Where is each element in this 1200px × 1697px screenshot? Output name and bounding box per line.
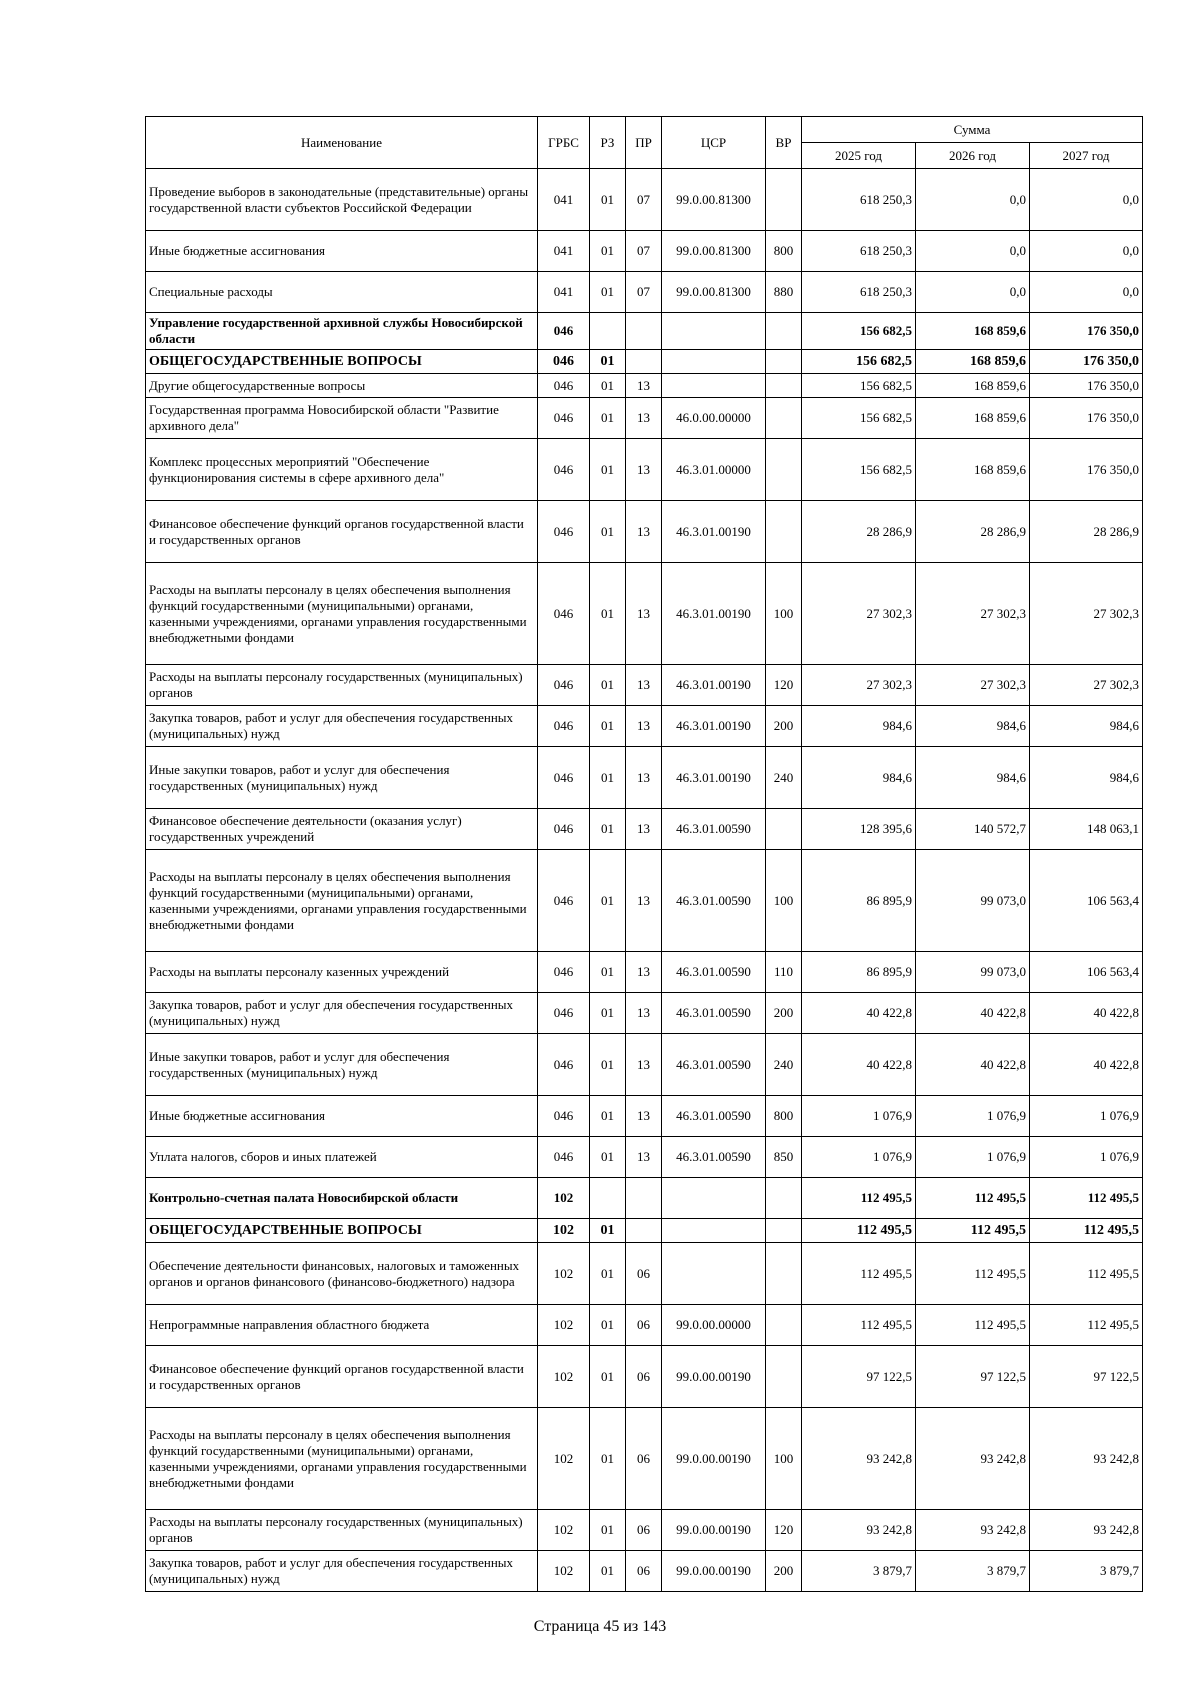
row-2026-cell: 28 286,9 [916, 501, 1030, 563]
row-csr-cell: 46.3.01.00590 [662, 1034, 766, 1096]
row-pr-cell: 06 [626, 1305, 662, 1346]
header-year-2025: 2025 год [802, 143, 916, 169]
header-csr: ЦСР [662, 117, 766, 169]
row-name-cell: Другие общегосударственные вопросы [146, 374, 538, 398]
row-2025-cell: 40 422,8 [802, 993, 916, 1034]
row-rz-cell: 01 [590, 706, 626, 747]
row-name-cell: Иные бюджетные ассигнования [146, 1096, 538, 1137]
table-row [146, 1034, 1143, 1096]
row-csr-cell [662, 1219, 766, 1243]
row-csr-cell [662, 1178, 766, 1219]
row-grbs-cell: 041 [538, 272, 590, 313]
row-2025-cell: 3 879,7 [802, 1551, 916, 1592]
row-pr-cell: 13 [626, 809, 662, 850]
row-rz-cell: 01 [590, 374, 626, 398]
row-name-cell: Расходы на выплаты персоналу в целях обеспечения выполнения функций государственными (муниципальными) органами, казенными учреждениями, органами управления государственными внебюджетными фондами [146, 563, 538, 665]
row-2026-cell: 27 302,3 [916, 665, 1030, 706]
row-grbs-cell: 046 [538, 439, 590, 501]
row-vr-cell [766, 1305, 802, 1346]
row-grbs-cell: 046 [538, 952, 590, 993]
row-grbs-cell: 046 [538, 747, 590, 809]
row-vr-cell: 120 [766, 1510, 802, 1551]
row-pr-cell: 13 [626, 850, 662, 952]
row-2027-cell: 176 350,0 [1030, 350, 1143, 374]
row-2025-cell: 93 242,8 [802, 1408, 916, 1510]
row-vr-cell [766, 169, 802, 231]
row-2026-cell: 40 422,8 [916, 993, 1030, 1034]
table-row [146, 1096, 1143, 1137]
row-2026-cell: 1 076,9 [916, 1137, 1030, 1178]
row-name-cell: Закупка товаров, работ и услуг для обеспечения государственных (муниципальных) нужд [146, 1551, 538, 1592]
row-vr-cell [766, 374, 802, 398]
row-grbs-cell: 046 [538, 1096, 590, 1137]
table-row [146, 350, 1143, 374]
row-grbs-cell: 046 [538, 563, 590, 665]
row-rz-cell: 01 [590, 169, 626, 231]
row-grbs-cell: 102 [538, 1243, 590, 1305]
header-pr: ПР [626, 117, 662, 169]
row-2026-cell: 112 495,5 [916, 1178, 1030, 1219]
row-2026-cell: 168 859,6 [916, 374, 1030, 398]
row-2027-cell: 176 350,0 [1030, 313, 1143, 350]
row-2026-cell: 99 073,0 [916, 850, 1030, 952]
row-vr-cell [766, 350, 802, 374]
row-rz-cell: 01 [590, 1243, 626, 1305]
row-vr-cell [766, 809, 802, 850]
row-2026-cell: 0,0 [916, 231, 1030, 272]
row-csr-cell [662, 350, 766, 374]
row-2026-cell: 93 242,8 [916, 1510, 1030, 1551]
row-2026-cell: 27 302,3 [916, 563, 1030, 665]
row-vr-cell [766, 439, 802, 501]
row-2026-cell: 93 242,8 [916, 1408, 1030, 1510]
row-csr-cell: 46.3.01.00590 [662, 1137, 766, 1178]
table-row [146, 809, 1143, 850]
row-2025-cell: 97 122,5 [802, 1346, 916, 1408]
row-2027-cell: 112 495,5 [1030, 1178, 1143, 1219]
row-2027-cell: 112 495,5 [1030, 1219, 1143, 1243]
row-grbs-cell: 102 [538, 1178, 590, 1219]
row-name-cell: Уплата налогов, сборов и иных платежей [146, 1137, 538, 1178]
row-2026-cell: 40 422,8 [916, 1034, 1030, 1096]
table-row [146, 1510, 1143, 1551]
row-pr-cell: 13 [626, 993, 662, 1034]
table-row [146, 1408, 1143, 1510]
row-vr-cell: 110 [766, 952, 802, 993]
row-2026-cell: 168 859,6 [916, 350, 1030, 374]
row-2027-cell: 106 563,4 [1030, 952, 1143, 993]
table-header [146, 117, 1143, 169]
table-row [146, 563, 1143, 665]
row-2027-cell: 176 350,0 [1030, 398, 1143, 439]
row-csr-cell: 46.3.01.00000 [662, 439, 766, 501]
row-rz-cell: 01 [590, 439, 626, 501]
row-pr-cell: 13 [626, 1034, 662, 1096]
row-2026-cell: 0,0 [916, 272, 1030, 313]
row-2027-cell: 93 242,8 [1030, 1408, 1143, 1510]
row-2026-cell: 112 495,5 [916, 1305, 1030, 1346]
row-pr-cell: 13 [626, 563, 662, 665]
budget-table [145, 116, 1143, 1592]
row-rz-cell [590, 1178, 626, 1219]
row-grbs-cell: 046 [538, 809, 590, 850]
row-pr-cell: 13 [626, 1137, 662, 1178]
row-rz-cell: 01 [590, 1510, 626, 1551]
row-name-cell: Иные закупки товаров, работ и услуг для обеспечения государственных (муниципальных) нужд [146, 1034, 538, 1096]
row-pr-cell: 07 [626, 231, 662, 272]
row-grbs-cell: 046 [538, 1137, 590, 1178]
header-name: Наименование [146, 117, 538, 169]
row-name-cell: Непрограммные направления областного бюджета [146, 1305, 538, 1346]
row-name-cell: Обеспечение деятельности финансовых, налоговых и таможенных органов и органов финансового (финансово-бюджетного) надзора [146, 1243, 538, 1305]
row-2027-cell: 3 879,7 [1030, 1551, 1143, 1592]
row-csr-cell: 46.3.01.00190 [662, 747, 766, 809]
row-name-cell: Государственная программа Новосибирской области "Развитие архивного дела" [146, 398, 538, 439]
row-2025-cell: 86 895,9 [802, 850, 916, 952]
row-pr-cell: 07 [626, 169, 662, 231]
row-rz-cell: 01 [590, 501, 626, 563]
row-grbs-cell: 046 [538, 350, 590, 374]
row-rz-cell: 01 [590, 398, 626, 439]
row-vr-cell [766, 501, 802, 563]
row-2025-cell: 27 302,3 [802, 563, 916, 665]
row-2025-cell: 156 682,5 [802, 313, 916, 350]
row-grbs-cell: 102 [538, 1305, 590, 1346]
row-2025-cell: 1 076,9 [802, 1137, 916, 1178]
table-row [146, 231, 1143, 272]
row-rz-cell: 01 [590, 952, 626, 993]
row-grbs-cell: 046 [538, 374, 590, 398]
row-name-cell: Закупка товаров, работ и услуг для обеспечения государственных (муниципальных) нужд [146, 993, 538, 1034]
table-row [146, 1243, 1143, 1305]
table-row [146, 398, 1143, 439]
row-rz-cell: 01 [590, 231, 626, 272]
row-2027-cell: 27 302,3 [1030, 563, 1143, 665]
row-2027-cell: 93 242,8 [1030, 1510, 1143, 1551]
row-rz-cell: 01 [590, 1408, 626, 1510]
row-pr-cell: 06 [626, 1346, 662, 1408]
row-rz-cell: 01 [590, 809, 626, 850]
row-csr-cell: 46.3.01.00590 [662, 809, 766, 850]
row-name-cell: Иные закупки товаров, работ и услуг для обеспечения государственных (муниципальных) нужд [146, 747, 538, 809]
row-2025-cell: 156 682,5 [802, 439, 916, 501]
row-2025-cell: 28 286,9 [802, 501, 916, 563]
row-name-cell: Финансовое обеспечение функций органов государственной власти и государственных органов [146, 1346, 538, 1408]
table-row [146, 706, 1143, 747]
row-rz-cell: 01 [590, 1096, 626, 1137]
row-name-cell: Расходы на выплаты персоналу в целях обеспечения выполнения функций государственными (муниципальными) органами, казенными учреждениями, органами управления государственными внебюджетными фондами [146, 1408, 538, 1510]
row-2027-cell: 984,6 [1030, 706, 1143, 747]
header-year-2026: 2026 год [916, 143, 1030, 169]
row-2025-cell: 618 250,3 [802, 231, 916, 272]
row-vr-cell [766, 1178, 802, 1219]
table-row [146, 501, 1143, 563]
row-2025-cell: 86 895,9 [802, 952, 916, 993]
row-2026-cell: 168 859,6 [916, 439, 1030, 501]
row-2027-cell: 148 063,1 [1030, 809, 1143, 850]
row-2026-cell: 168 859,6 [916, 313, 1030, 350]
row-name-cell: ОБЩЕГОСУДАРСТВЕННЫЕ ВОПРОСЫ [146, 1219, 538, 1243]
row-2027-cell: 1 076,9 [1030, 1096, 1143, 1137]
row-name-cell: Закупка товаров, работ и услуг для обеспечения государственных (муниципальных) нужд [146, 706, 538, 747]
row-2026-cell: 97 122,5 [916, 1346, 1030, 1408]
row-pr-cell: 13 [626, 665, 662, 706]
table-row [146, 952, 1143, 993]
row-2027-cell: 176 350,0 [1030, 374, 1143, 398]
row-rz-cell: 01 [590, 350, 626, 374]
row-name-cell: Иные бюджетные ассигнования [146, 231, 538, 272]
row-vr-cell: 880 [766, 272, 802, 313]
table-row [146, 374, 1143, 398]
row-2025-cell: 618 250,3 [802, 272, 916, 313]
row-rz-cell: 01 [590, 272, 626, 313]
header-grbs: ГРБС [538, 117, 590, 169]
table-row [146, 1551, 1143, 1592]
row-vr-cell [766, 1346, 802, 1408]
table-row [146, 313, 1143, 350]
row-vr-cell: 120 [766, 665, 802, 706]
row-pr-cell: 13 [626, 439, 662, 501]
row-csr-cell: 99.0.00.81300 [662, 231, 766, 272]
row-csr-cell: 46.3.01.00590 [662, 850, 766, 952]
table-row [146, 993, 1143, 1034]
row-2025-cell: 93 242,8 [802, 1510, 916, 1551]
row-csr-cell: 46.3.01.00190 [662, 501, 766, 563]
row-csr-cell: 46.3.01.00190 [662, 706, 766, 747]
row-2025-cell: 112 495,5 [802, 1243, 916, 1305]
row-rz-cell: 01 [590, 747, 626, 809]
row-grbs-cell: 046 [538, 665, 590, 706]
row-2025-cell: 984,6 [802, 747, 916, 809]
row-2025-cell: 27 302,3 [802, 665, 916, 706]
row-vr-cell: 200 [766, 1551, 802, 1592]
row-2025-cell: 112 495,5 [802, 1219, 916, 1243]
row-pr-cell: 13 [626, 501, 662, 563]
row-vr-cell: 100 [766, 563, 802, 665]
row-2025-cell: 40 422,8 [802, 1034, 916, 1096]
row-2027-cell: 0,0 [1030, 272, 1143, 313]
row-grbs-cell: 102 [538, 1408, 590, 1510]
row-pr-cell: 07 [626, 272, 662, 313]
row-name-cell: Расходы на выплаты персоналу в целях обеспечения выполнения функций государственными (муниципальными) органами, казенными учреждениями, органами управления государственными внебюджетными фондами [146, 850, 538, 952]
row-2025-cell: 128 395,6 [802, 809, 916, 850]
row-grbs-cell: 102 [538, 1219, 590, 1243]
table-row [146, 169, 1143, 231]
row-name-cell: Расходы на выплаты персоналу государственных (муниципальных) органов [146, 665, 538, 706]
budget-table-container [145, 116, 1142, 1592]
row-pr-cell: 13 [626, 747, 662, 809]
row-2027-cell: 0,0 [1030, 231, 1143, 272]
row-vr-cell: 240 [766, 747, 802, 809]
row-csr-cell: 99.0.00.00190 [662, 1408, 766, 1510]
row-rz-cell: 01 [590, 1346, 626, 1408]
row-2026-cell: 0,0 [916, 169, 1030, 231]
row-csr-cell: 46.3.01.00190 [662, 665, 766, 706]
row-name-cell: Проведение выборов в законодательные (представительные) органы государственной власти субъектов Российской Федерации [146, 169, 538, 231]
row-2027-cell: 28 286,9 [1030, 501, 1143, 563]
row-2026-cell: 168 859,6 [916, 398, 1030, 439]
row-pr-cell: 06 [626, 1408, 662, 1510]
table-row [146, 1137, 1143, 1178]
row-2027-cell: 40 422,8 [1030, 993, 1143, 1034]
row-grbs-cell: 046 [538, 993, 590, 1034]
row-2025-cell: 156 682,5 [802, 350, 916, 374]
row-pr-cell: 13 [626, 1096, 662, 1137]
row-2026-cell: 1 076,9 [916, 1096, 1030, 1137]
row-name-cell: Комплекс процессных мероприятий "Обеспечение функционирования системы в сфере архивного дела" [146, 439, 538, 501]
row-grbs-cell: 046 [538, 706, 590, 747]
row-2026-cell: 112 495,5 [916, 1219, 1030, 1243]
row-grbs-cell: 102 [538, 1551, 590, 1592]
row-name-cell: Финансовое обеспечение деятельности (оказания услуг) государственных учреждений [146, 809, 538, 850]
row-grbs-cell: 046 [538, 850, 590, 952]
row-csr-cell: 99.0.00.81300 [662, 169, 766, 231]
row-2025-cell: 984,6 [802, 706, 916, 747]
row-vr-cell [766, 398, 802, 439]
row-vr-cell: 800 [766, 1096, 802, 1137]
table-row [146, 272, 1143, 313]
row-pr-cell [626, 350, 662, 374]
row-grbs-cell: 041 [538, 231, 590, 272]
header-rz: РЗ [590, 117, 626, 169]
row-rz-cell: 01 [590, 1034, 626, 1096]
row-rz-cell [590, 313, 626, 350]
row-grbs-cell: 046 [538, 398, 590, 439]
row-pr-cell [626, 1178, 662, 1219]
row-rz-cell: 01 [590, 665, 626, 706]
row-csr-cell: 46.3.01.00590 [662, 993, 766, 1034]
row-vr-cell: 240 [766, 1034, 802, 1096]
row-2027-cell: 112 495,5 [1030, 1243, 1143, 1305]
row-csr-cell: 46.0.00.00000 [662, 398, 766, 439]
row-2027-cell: 106 563,4 [1030, 850, 1143, 952]
row-grbs-cell: 046 [538, 501, 590, 563]
header-vr: ВР [766, 117, 802, 169]
row-2027-cell: 176 350,0 [1030, 439, 1143, 501]
row-csr-cell: 99.0.00.00000 [662, 1305, 766, 1346]
row-csr-cell: 99.0.00.00190 [662, 1346, 766, 1408]
row-csr-cell [662, 313, 766, 350]
row-2027-cell: 0,0 [1030, 169, 1143, 231]
page-number: Страница 45 из 143 [533, 1618, 667, 1635]
row-name-cell: Управление государственной архивной службы Новосибирской области [146, 313, 538, 350]
row-vr-cell: 100 [766, 1408, 802, 1510]
row-2025-cell: 112 495,5 [802, 1178, 916, 1219]
row-pr-cell [626, 1219, 662, 1243]
row-pr-cell: 06 [626, 1551, 662, 1592]
table-row [146, 1346, 1143, 1408]
row-name-cell: Расходы на выплаты персоналу казенных учреждений [146, 952, 538, 993]
row-name-cell: Контрольно-счетная палата Новосибирской области [146, 1178, 538, 1219]
table-row [146, 747, 1143, 809]
row-name-cell: Специальные расходы [146, 272, 538, 313]
table-row [146, 1178, 1143, 1219]
row-pr-cell: 13 [626, 952, 662, 993]
row-2026-cell: 99 073,0 [916, 952, 1030, 993]
row-grbs-cell: 102 [538, 1510, 590, 1551]
row-2025-cell: 618 250,3 [802, 169, 916, 231]
row-csr-cell: 46.3.01.00190 [662, 563, 766, 665]
row-grbs-cell: 046 [538, 1034, 590, 1096]
row-2027-cell: 112 495,5 [1030, 1305, 1143, 1346]
row-vr-cell: 850 [766, 1137, 802, 1178]
row-pr-cell: 06 [626, 1510, 662, 1551]
table-row [146, 665, 1143, 706]
row-rz-cell: 01 [590, 1305, 626, 1346]
row-grbs-cell: 046 [538, 313, 590, 350]
row-name-cell: Расходы на выплаты персоналу государственных (муниципальных) органов [146, 1510, 538, 1551]
row-csr-cell [662, 374, 766, 398]
row-csr-cell: 99.0.00.00190 [662, 1510, 766, 1551]
row-csr-cell: 46.3.01.00590 [662, 952, 766, 993]
row-name-cell: Финансовое обеспечение функций органов государственной власти и государственных органов [146, 501, 538, 563]
row-rz-cell: 01 [590, 993, 626, 1034]
row-csr-cell [662, 1243, 766, 1305]
row-vr-cell [766, 1243, 802, 1305]
table-row [146, 439, 1143, 501]
row-vr-cell: 100 [766, 850, 802, 952]
row-pr-cell: 13 [626, 398, 662, 439]
row-2027-cell: 97 122,5 [1030, 1346, 1143, 1408]
row-name-cell: ОБЩЕГОСУДАРСТВЕННЫЕ ВОПРОСЫ [146, 350, 538, 374]
row-rz-cell: 01 [590, 1219, 626, 1243]
table-row [146, 850, 1143, 952]
row-2026-cell: 3 879,7 [916, 1551, 1030, 1592]
row-csr-cell: 99.0.00.00190 [662, 1551, 766, 1592]
row-pr-cell: 13 [626, 706, 662, 747]
row-rz-cell: 01 [590, 1551, 626, 1592]
row-csr-cell: 46.3.01.00590 [662, 1096, 766, 1137]
row-pr-cell: 13 [626, 374, 662, 398]
row-vr-cell [766, 313, 802, 350]
row-2027-cell: 1 076,9 [1030, 1137, 1143, 1178]
header-year-2027: 2027 год [1030, 143, 1143, 169]
table-row [146, 1219, 1143, 1243]
row-2026-cell: 112 495,5 [916, 1243, 1030, 1305]
row-2025-cell: 156 682,5 [802, 374, 916, 398]
row-csr-cell: 99.0.00.81300 [662, 272, 766, 313]
row-rz-cell: 01 [590, 563, 626, 665]
row-pr-cell [626, 313, 662, 350]
row-pr-cell: 06 [626, 1243, 662, 1305]
row-2025-cell: 156 682,5 [802, 398, 916, 439]
row-2027-cell: 40 422,8 [1030, 1034, 1143, 1096]
row-2026-cell: 984,6 [916, 706, 1030, 747]
row-grbs-cell: 041 [538, 169, 590, 231]
row-2025-cell: 1 076,9 [802, 1096, 916, 1137]
row-2025-cell: 112 495,5 [802, 1305, 916, 1346]
row-rz-cell: 01 [590, 1137, 626, 1178]
row-grbs-cell: 102 [538, 1346, 590, 1408]
row-2027-cell: 27 302,3 [1030, 665, 1143, 706]
header-sum: Сумма [802, 117, 1143, 143]
row-rz-cell: 01 [590, 850, 626, 952]
row-2027-cell: 984,6 [1030, 747, 1143, 809]
row-vr-cell: 200 [766, 993, 802, 1034]
row-vr-cell: 800 [766, 231, 802, 272]
table-body [146, 169, 1143, 1592]
table-row [146, 1305, 1143, 1346]
row-2026-cell: 140 572,7 [916, 809, 1030, 850]
row-2026-cell: 984,6 [916, 747, 1030, 809]
row-vr-cell: 200 [766, 706, 802, 747]
row-vr-cell [766, 1219, 802, 1243]
